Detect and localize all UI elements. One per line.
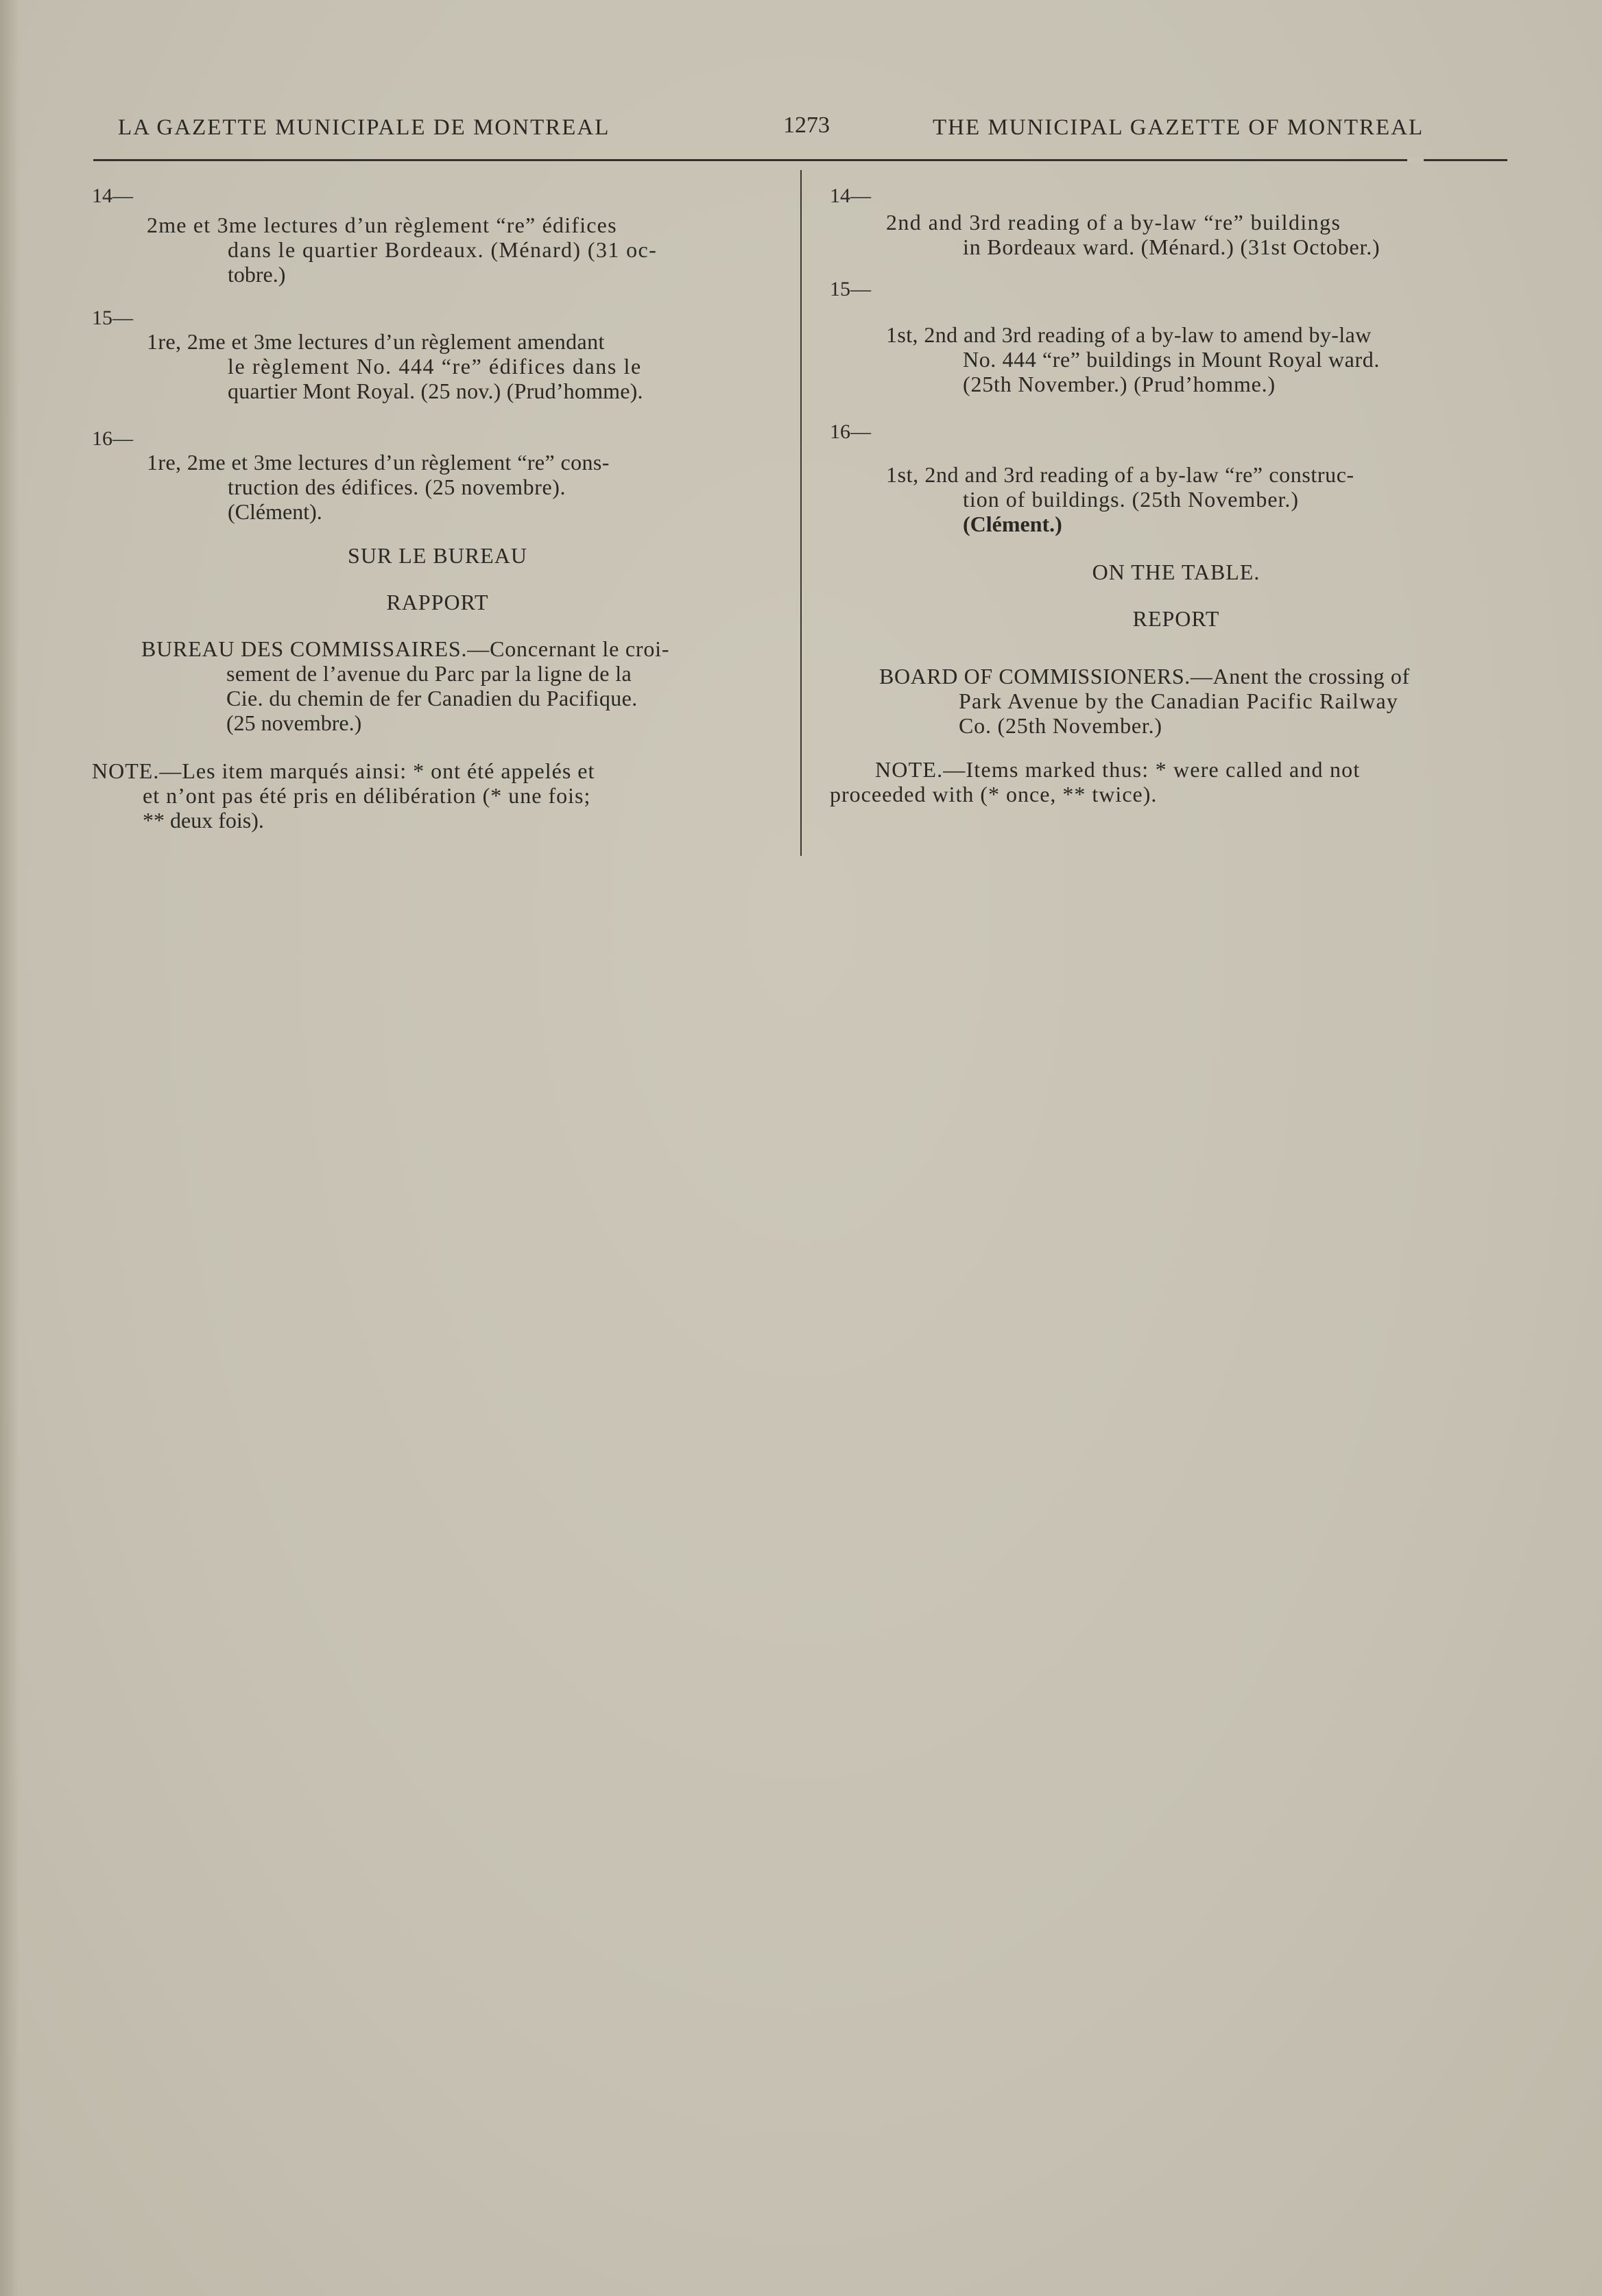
- header-rule: [93, 159, 1507, 161]
- item-text: [147, 329, 780, 403]
- item-line: 1re, 2me et 3me lectures d’un règlement amendant: [147, 329, 605, 354]
- item-line: quartier Mont Royal. (25 nov.) (Prud’homme).: [228, 379, 643, 403]
- item-text: [886, 322, 1522, 396]
- board-line: Cie. du chemin de fer Canadien du Pacifique.: [226, 686, 638, 710]
- item-text: [886, 462, 1522, 536]
- item-line: 1st, 2nd and 3rd reading of a by-law to amend by-law: [886, 322, 1372, 347]
- item-line: tobre.): [228, 262, 286, 287]
- item-number: 16—: [92, 427, 133, 450]
- item-line: No. 444 “re” buildings in Mount Royal ward.: [963, 347, 1380, 372]
- item-number: 16—: [830, 420, 871, 443]
- item-line: (Clément.): [963, 512, 1062, 536]
- note-line: et n’ont pas été pris en délibération (* une fois;: [143, 783, 591, 808]
- on-table-heading: ON THE TABLE.: [1092, 560, 1260, 584]
- item-number: 14—: [92, 184, 133, 207]
- item-line: 1re, 2me et 3me lectures d’un règlement “re” cons-: [147, 450, 610, 475]
- note-text: [92, 758, 783, 833]
- page-edge-shadow: [0, 0, 19, 2296]
- item-line: le règlement No. 444 “re” édifices dans le: [228, 354, 642, 379]
- report-heading: REPORT: [1132, 606, 1220, 631]
- board-report-text: [879, 664, 1524, 738]
- board-line: Co. (25th November.): [959, 713, 1162, 738]
- note-line: NOTE.—Les item marqués ainsi: * ont été appelés et: [92, 758, 595, 783]
- note-line: NOTE.—Items marked thus: * were called and not: [875, 757, 1361, 782]
- note-text: [830, 757, 1522, 806]
- item-line: in Bordeaux ward. (Ménard.) (31st October.): [963, 235, 1380, 259]
- column-divider: [800, 170, 802, 856]
- item-line: truction des édifices. (25 novembre).: [228, 475, 566, 499]
- header-french-title: LA GAZETTE MUNICIPALE DE MONTREAL: [118, 115, 610, 140]
- item-number: 15—: [92, 307, 133, 329]
- item-line: 2me et 3me lectures d’un règlement “re” édifices: [147, 213, 617, 237]
- board-line: BUREAU DES COMMISSAIRES.—Concernant le croi-: [141, 636, 670, 661]
- item-line: tion of buildings. (25th November.): [963, 487, 1300, 512]
- report-heading: RAPPORT: [386, 590, 489, 614]
- item-number: 14—: [830, 184, 871, 207]
- item-line: dans le quartier Bordeaux. (Ménard) (31 oc-: [228, 237, 658, 262]
- item-text: [147, 450, 780, 524]
- item-text: [886, 210, 1522, 259]
- page-header: [93, 112, 1492, 150]
- board-line: Park Avenue by the Canadian Pacific Railway: [959, 689, 1399, 713]
- on-table-heading: SUR LE BUREAU: [348, 543, 527, 568]
- header-english-title: THE MUNICIPAL GAZETTE OF MONTREAL: [933, 115, 1424, 140]
- item-text: [147, 213, 780, 287]
- board-line: (25 novembre.): [226, 710, 362, 735]
- page-number: 1273: [783, 112, 830, 138]
- item-line: 2nd and 3rd reading of a by-law “re” buildings: [886, 210, 1341, 235]
- header-rule-gap: [1407, 158, 1424, 163]
- item-line: 1st, 2nd and 3rd reading of a by-law “re” construc-: [886, 462, 1354, 487]
- item-number: 15—: [830, 278, 871, 300]
- note-line: ** deux fois).: [143, 808, 264, 833]
- note-line: proceeded with (* once, ** twice).: [830, 782, 1158, 806]
- item-line: (Clément).: [228, 499, 322, 524]
- board-line: sement de l’avenue du Parc par la ligne de la: [226, 661, 632, 686]
- item-line: (25th November.) (Prud’homme.): [963, 372, 1276, 396]
- board-line: BOARD OF COMMISSIONERS.—Anent the crossing of: [879, 664, 1410, 689]
- board-report-text: [141, 636, 786, 735]
